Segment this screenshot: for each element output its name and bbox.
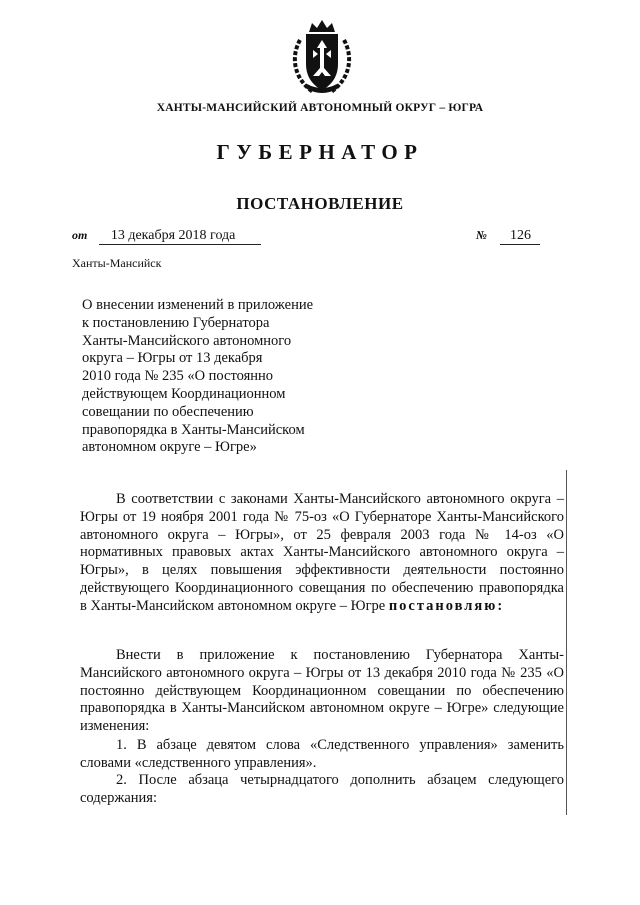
subject-line: к постановлению Губернатора xyxy=(82,314,270,331)
amendment-text: Внести в приложение к постановлению Губернатора Ханты-Мансийского автономного округа – Югры от 13 декабря 2010 года № 235 «О постоянно действующем Координационном совещании по обеспечению правопорядка в Ханты-Мансийском автономном округе – Югре» следующие изменения: xyxy=(80,647,564,735)
document-number: 126 xyxy=(500,228,540,245)
subject-line: действующем Координационном xyxy=(82,385,286,402)
date-row xyxy=(72,228,261,245)
subject-line: автономном округе – Югре» xyxy=(82,439,257,456)
resolve-word: постановляю: xyxy=(388,597,505,614)
coat-of-arms-icon xyxy=(287,18,357,100)
subject-line: О внесении изменений в приложение xyxy=(82,297,314,313)
scan-edge-line xyxy=(566,470,567,815)
subject-line: совещании по обеспечению xyxy=(82,403,254,420)
subject-line: правопорядка в Ханты-Мансийском xyxy=(82,421,305,438)
document-type: ПОСТАНОВЛЕНИЕ xyxy=(236,194,404,213)
paragraph-preamble xyxy=(80,491,564,616)
city: Ханты-Мансийск xyxy=(72,256,162,270)
number-label: № xyxy=(476,228,487,242)
paragraph-item-1 xyxy=(80,737,564,773)
authority-title: ГУБЕРНАТОР xyxy=(216,140,424,164)
item-2-text: 2. После абзаца четырнадцатого дополнить абзацем следующего содержания: xyxy=(80,772,564,806)
document-subject xyxy=(82,297,372,457)
number-row xyxy=(476,228,540,245)
subject-line: округа – Югры от 13 декабря xyxy=(82,350,263,367)
document-date: 13 декабря 2018 года xyxy=(99,228,261,245)
paragraph-item-2 xyxy=(80,772,564,808)
paragraph-amendment xyxy=(80,647,564,736)
subject-line: Ханты-Мансийского автономного xyxy=(82,332,292,349)
preamble-text: В соответствии с законами Ханты-Мансийского автономного округа – Югры от 19 ноября 2001 года № 75-оз «О Губернаторе Ханты-Мансийского автономного округа – Югры», от 25 февраля 2003 года № 14-оз «О нормативных правовых актах Ханты-Мансийского автономного округа – Югры», в целях повышения эффективности деятельности постоянно действующего Координационного совещания по обеспечению правопорядка в Ханты-Мансийском автономном округе – Югре xyxy=(80,491,564,614)
region-title: ХАНТЫ-МАНСИЙСКИЙ АВТОНОМНЫЙ ОКРУГ – ЮГРА xyxy=(156,102,484,114)
item-1-text: 1. В абзаце девятом слова «Следственного управления» заменить словами «следственного управления». xyxy=(80,737,564,771)
subject-line: 2010 года № 235 «О постоянно xyxy=(82,368,274,385)
date-label: от xyxy=(72,228,88,242)
